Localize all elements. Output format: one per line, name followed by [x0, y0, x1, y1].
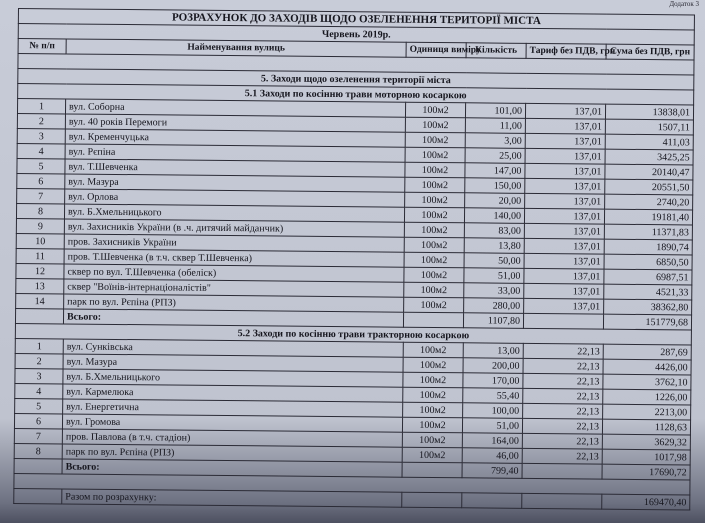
header-street: Найменування вулиць	[66, 39, 406, 57]
section1-total-label: Всього:	[63, 309, 403, 327]
row-unit: 100м2	[402, 447, 462, 463]
row-num: 4	[17, 143, 65, 158]
row-num: 6	[17, 173, 65, 188]
row-unit: 100м2	[405, 147, 465, 163]
row-unit: 100м2	[405, 117, 465, 133]
row-sum: 4426,00	[603, 359, 691, 375]
row-num: 2	[15, 353, 63, 368]
row-unit: 100м2	[404, 252, 464, 268]
row-unit: 100м2	[405, 162, 465, 178]
row-rate: 137,01	[525, 118, 605, 134]
row-street: сквер "Воїнів-інтернаціоналістів"	[64, 279, 404, 297]
row-rate: 22,13	[522, 418, 602, 434]
row-street: вул. Захисників України (в .ч. дитячий майданчик)	[64, 219, 404, 237]
grand-total-sum: 169470,40	[602, 494, 690, 510]
header-unit: Одиниця виміру	[406, 42, 466, 58]
row-street: вул. Соборна	[65, 99, 405, 117]
row-sum: 1226,00	[603, 389, 691, 405]
header-sum: Сума без ПДВ, грн	[606, 44, 694, 60]
row-street: вул. Рєпіна	[65, 144, 405, 162]
row-num: 8	[14, 443, 62, 458]
row-qty: 164,00	[462, 433, 522, 449]
row-qty: 50,00	[464, 253, 524, 269]
row-num: 1	[17, 99, 65, 114]
row-sum: 411,03	[605, 134, 693, 150]
row-sum: 3425,25	[605, 149, 693, 165]
row-num: 5	[17, 158, 65, 173]
row-qty: 51,00	[464, 268, 524, 284]
header-num: № п/п	[18, 39, 66, 54]
row-unit: 100м2	[403, 387, 463, 403]
row-qty: 20,00	[465, 193, 525, 209]
header-qty: Кількість	[466, 43, 526, 59]
row-qty: 11,00	[465, 118, 525, 134]
row-unit: 100м2	[404, 207, 464, 223]
row-num: 5	[15, 398, 63, 413]
row-street: пров. Захисників України	[64, 234, 404, 252]
row-qty: 25,00	[465, 148, 525, 164]
row-unit: 100м2	[402, 417, 462, 433]
calculation-table	[13, 8, 695, 510]
row-num: 9	[16, 218, 64, 233]
row-unit: 100м2	[404, 237, 464, 253]
section2-total-qty: 799,40	[462, 463, 522, 479]
row-street: вул. Кармелюка	[63, 384, 403, 402]
row-street: вул. Орлова	[65, 189, 405, 207]
row-num: 4	[15, 383, 63, 398]
row-qty: 3,00	[465, 133, 525, 149]
row-unit: 100м2	[403, 372, 463, 388]
row-street: сквер по вул. Т.Шевченка (обеліск)	[64, 264, 404, 282]
section2-total-label: Всього:	[62, 459, 402, 477]
row-num: 10	[16, 233, 64, 248]
row-num: 3	[17, 128, 65, 143]
row-rate: 137,01	[525, 103, 605, 119]
row-sum: 38362,80	[604, 299, 692, 315]
row-unit: 100м2	[404, 267, 464, 283]
row-qty: 13,80	[464, 238, 524, 254]
row-street: вул. Енергетична	[63, 399, 403, 417]
row-sum: 20551,50	[605, 179, 693, 195]
row-unit: 100м2	[405, 192, 465, 208]
row-street: вул. Т.Шевченка	[65, 159, 405, 177]
row-rate: 22,13	[523, 373, 603, 389]
row-sum: 6987,51	[604, 269, 692, 285]
row-sum: 1507,11	[605, 119, 693, 135]
row-qty: 147,00	[465, 163, 525, 179]
row-sum: 6850,50	[604, 254, 692, 270]
row-rate: 137,01	[524, 238, 604, 254]
row-qty: 13,00	[463, 343, 523, 359]
row-qty: 150,00	[465, 178, 525, 194]
row-rate: 137,01	[525, 178, 605, 194]
row-num: 14	[16, 293, 64, 308]
row-street: парк по вул. Рєпіна (РПЗ)	[62, 444, 402, 462]
section1-title: 5.1 Заходи по косінню трави моторною косаркою	[18, 84, 694, 105]
row-rate: 137,01	[524, 283, 604, 299]
section-title: 5. Заходи щодо озеленення території міста	[18, 69, 694, 90]
row-unit: 100м2	[404, 282, 464, 298]
row-street: парк по вул. Рєпіна (РПЗ)	[64, 294, 404, 312]
row-qty: 101,00	[465, 103, 525, 119]
row-rate: 137,01	[524, 253, 604, 269]
row-rate: 137,01	[524, 208, 604, 224]
row-street: вул. Б.Хмельницького	[63, 369, 403, 387]
section1-total-sum: 151779,68	[603, 314, 691, 330]
section2-title: 5.2 Заходи по косінню трави тракторною косаркою	[15, 323, 691, 344]
row-sum: 3762,10	[603, 374, 691, 390]
row-qty: 55,40	[463, 388, 523, 404]
header-rate: Тариф без ПДВ, грн	[526, 43, 606, 59]
row-unit: 100м2	[403, 357, 463, 373]
row-sum: 2740,20	[605, 194, 693, 210]
row-rate: 137,01	[525, 148, 605, 164]
row-sum: 1017,98	[602, 449, 690, 465]
row-street: вул. Сунківська	[63, 339, 403, 357]
row-rate: 137,01	[525, 133, 605, 149]
row-sum: 20140,47	[605, 164, 693, 180]
row-street: вул. Б.Хмельницького	[64, 204, 404, 222]
row-sum: 1128,63	[602, 419, 690, 435]
row-rate: 137,01	[524, 223, 604, 239]
row-sum: 3629,32	[602, 434, 690, 450]
row-num: 1	[15, 338, 63, 353]
row-qty: 83,00	[464, 223, 524, 239]
row-rate: 22,13	[523, 358, 603, 374]
row-unit: 100м2	[405, 102, 465, 118]
row-street: вул. Мазура	[63, 354, 403, 372]
row-sum: 2213,00	[603, 404, 691, 420]
row-qty: 170,00	[463, 373, 523, 389]
row-qty: 140,00	[464, 208, 524, 224]
row-street: вул. Мазура	[65, 174, 405, 192]
row-street: вул. 40 років Перемоги	[65, 114, 405, 132]
row-rate: 22,13	[522, 448, 602, 464]
section1-total-qty: 1107,80	[463, 313, 523, 329]
row-unit: 100м2	[404, 297, 464, 313]
row-unit: 100м2	[404, 222, 464, 238]
row-qty: 200,00	[463, 358, 523, 374]
row-sum: 1890,74	[604, 239, 692, 255]
annex-label: Додаток 3	[669, 0, 699, 8]
row-qty: 51,00	[462, 418, 522, 434]
row-num: 13	[16, 278, 64, 293]
row-num: 7	[17, 188, 65, 203]
row-unit: 100м2	[403, 402, 463, 418]
row-num: 2	[17, 113, 65, 128]
row-street: пров. Т.Шевченка (в т.ч. сквер Т.Шевченка)	[64, 249, 404, 267]
row-rate: 22,13	[522, 433, 602, 449]
row-num: 6	[14, 413, 62, 428]
row-qty: 100,00	[463, 403, 523, 419]
row-unit: 100м2	[403, 342, 463, 358]
row-rate: 22,13	[523, 403, 603, 419]
row-sum: 4521,33	[604, 284, 692, 300]
row-num: 3	[15, 368, 63, 383]
period-label: Червень 2019р.	[18, 24, 694, 45]
row-num: 11	[16, 248, 64, 263]
row-qty: 46,00	[462, 448, 522, 464]
row-sum: 287,69	[603, 344, 691, 360]
row-rate: 137,01	[525, 163, 605, 179]
row-rate: 137,01	[524, 268, 604, 284]
row-street: вул. Кременчуцька	[65, 129, 405, 147]
row-rate: 22,13	[523, 343, 603, 359]
section2-total-sum: 17690,72	[602, 464, 690, 480]
row-qty: 280,00	[464, 298, 524, 314]
row-street: вул. Громова	[62, 414, 402, 432]
row-sum: 11371,83	[604, 224, 692, 240]
row-rate: 22,13	[523, 388, 603, 404]
row-qty: 33,00	[464, 283, 524, 299]
row-sum: 13838,01	[605, 104, 693, 120]
row-unit: 100м2	[402, 432, 462, 448]
row-num: 8	[16, 203, 64, 218]
row-sum: 19181,40	[604, 209, 692, 225]
row-unit: 100м2	[405, 177, 465, 193]
row-street: пров. Павлова (в т.ч. стадіон)	[62, 429, 402, 447]
grand-total-label: Разом по розрахунку:	[62, 489, 402, 507]
row-rate: 137,01	[525, 193, 605, 209]
row-rate: 137,01	[524, 298, 604, 314]
row-num: 7	[14, 428, 62, 443]
document-title: РОЗРАХУНОК ДО ЗАХОДІВ ЩОДО ОЗЕЛЕНЕННЯ ТЕРИТОРІЇ МІСТА	[18, 9, 694, 30]
row-num: 12	[16, 263, 64, 278]
row-unit: 100м2	[405, 132, 465, 148]
